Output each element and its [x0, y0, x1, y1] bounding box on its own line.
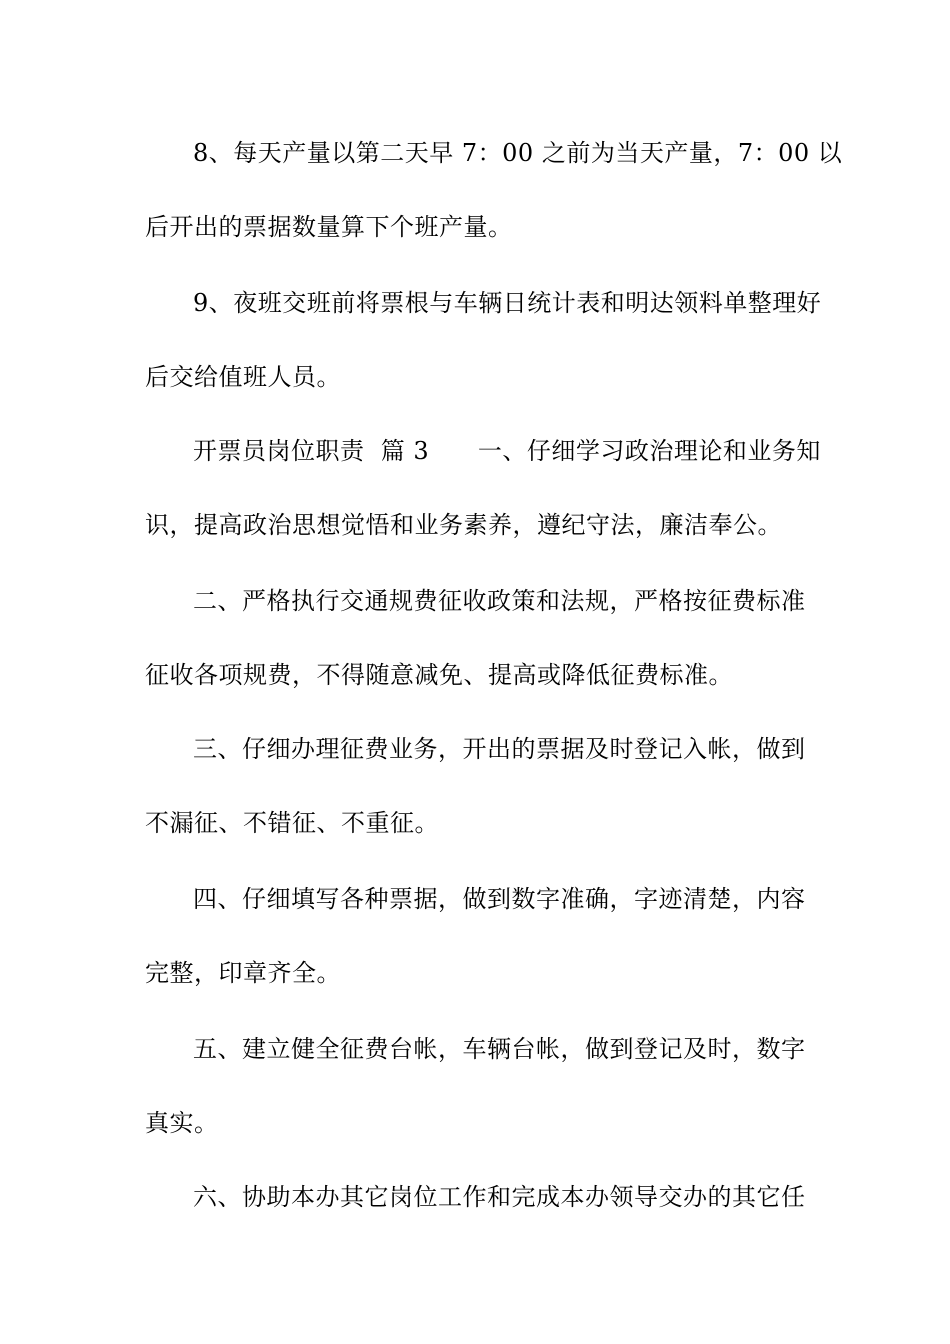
item-2-line-1: 二、严格执行交通规费征收政策和法规，严格按征费标准: [193, 587, 806, 615]
item-5-line-2: 真实。: [145, 1109, 219, 1137]
paragraph-8-line-1: 8、每天产量以第二天早 7：00 之前为当天产量，7：00 以: [193, 139, 843, 167]
item-3-line-2: 不漏征、不错征、不重征。: [145, 809, 439, 837]
item-4-line-1: 四、仔细填写各种票据，做到数字准确，字迹清楚，内容: [193, 885, 806, 913]
item-2-line-2: 征收各项规费，不得随意减免、提高或降低征费标准。: [145, 661, 733, 689]
paragraph-8-line-2: 后开出的票据数量算下个班产量。: [145, 213, 513, 241]
section-heading-line: 开票员岗位职责 篇 3 一、仔细学习政治理论和业务知: [193, 437, 821, 465]
item-1-line-2: 识，提高政治思想觉悟和业务素养，遵纪守法，廉洁奉公。: [145, 511, 782, 539]
item-3-line-1: 三、仔细办理征费业务，开出的票据及时登记入帐，做到: [193, 735, 806, 763]
paragraph-9-line-1: 9、夜班交班前将票根与车辆日统计表和明达领料单整理好: [193, 289, 822, 317]
paragraph-9-line-2: 后交给值班人员。: [145, 363, 341, 391]
item-6-line-1: 六、协助本办其它岗位工作和完成本办领导交办的其它任: [193, 1183, 806, 1211]
item-4-line-2: 完整，印章齐全。: [145, 959, 341, 987]
item-5-line-1: 五、建立健全征费台帐，车辆台帐，做到登记及时，数字: [193, 1035, 806, 1063]
